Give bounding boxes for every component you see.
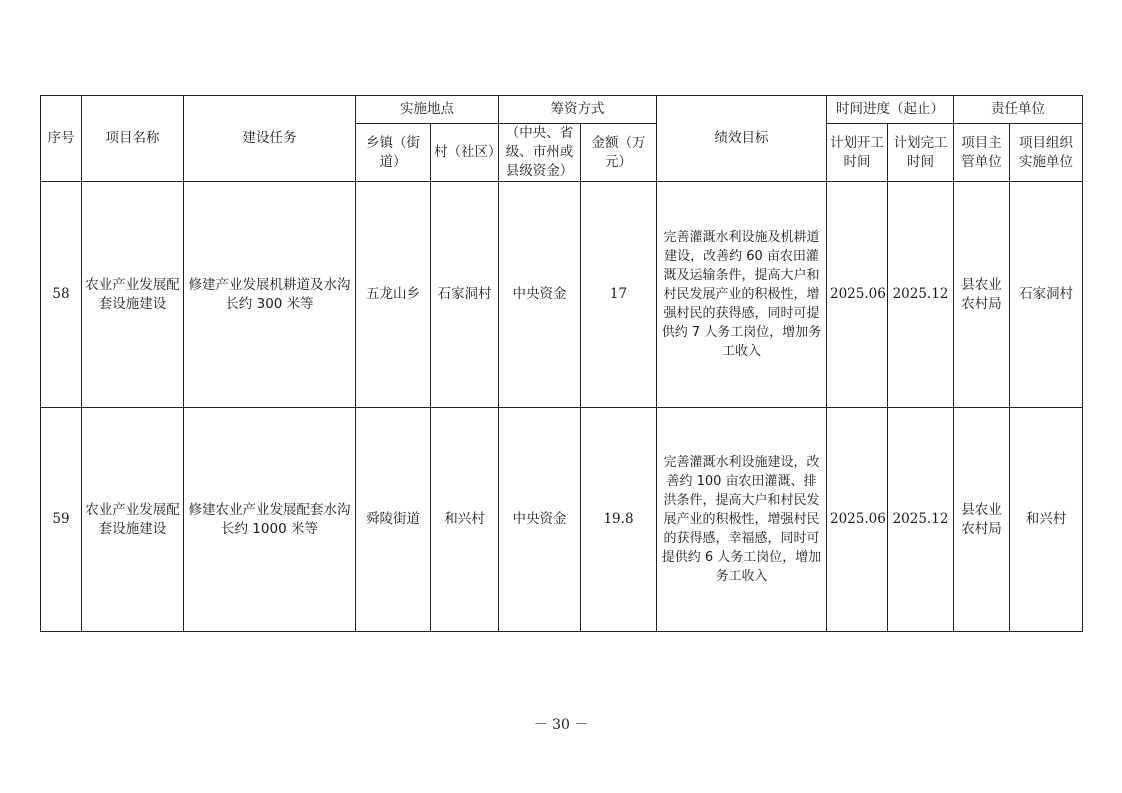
cell-end: 2025.12 [888, 408, 954, 632]
cell-seq: 58 [41, 182, 82, 408]
cell-end: 2025.12 [888, 182, 954, 408]
cell-supervisor: 县农业农村局 [954, 408, 1010, 632]
cell-start: 2025.06 [827, 408, 888, 632]
page-number: － 30 － [533, 717, 589, 733]
header-village: 村（社区） [431, 124, 499, 182]
header-resp-group: 责任单位 [954, 96, 1083, 124]
cell-town: 五龙山乡 [356, 182, 431, 408]
header-seq: 序号 [41, 96, 82, 182]
header-project-name: 项目名称 [82, 96, 184, 182]
cell-village: 石家洞村 [431, 182, 499, 408]
header-funding-group: 筹资方式 [499, 96, 657, 124]
cell-implementer: 石家洞村 [1010, 182, 1083, 408]
cell-town: 舜陵街道 [356, 408, 431, 632]
header-end: 计划完工时间 [888, 124, 954, 182]
header-task: 建设任务 [184, 96, 356, 182]
header-goal: 绩效目标 [657, 96, 827, 182]
header-implementer: 项目组织实施单位 [1010, 124, 1083, 182]
cell-source: 中央资金 [499, 182, 581, 408]
header-source: （中央、省级、市州或县级资金） [499, 124, 581, 182]
header-start: 计划开工时间 [827, 124, 888, 182]
header-amount: 金额（万元） [581, 124, 657, 182]
header-supervisor: 项目主管单位 [954, 124, 1010, 182]
project-table [40, 95, 1083, 632]
cell-goal: 完善灌溉水利设施建设，改善约 100 亩农田灌溉、排洪条件，提高大户和村民发展产业的积极性，增强村民的获得感，幸福感，同时可提供约 6 人务工岗位，增加务工收入 [657, 408, 827, 632]
cell-source: 中央资金 [499, 408, 581, 632]
cell-project-name: 农业产业发展配套设施建设 [82, 408, 184, 632]
cell-task: 修建农业产业发展配套水沟长约 1000 米等 [184, 408, 356, 632]
cell-task: 修建产业发展机耕道及水沟长约 300 米等 [184, 182, 356, 408]
cell-seq: 59 [41, 408, 82, 632]
header-schedule-group: 时间进度（起止） [827, 96, 954, 124]
cell-start: 2025.06 [827, 182, 888, 408]
cell-amount: 19.8 [581, 408, 657, 632]
cell-goal: 完善灌溉水利设施及机耕道建设，改善约 60 亩农田灌溉及运输条件，提高大户和村民发展产业的积极性，增强村民的获得感，同时可提供约 7 人务工岗位，增加务工收入 [657, 182, 827, 408]
header-location-group: 实施地点 [356, 96, 499, 124]
cell-project-name: 农业产业发展配套设施建设 [82, 182, 184, 408]
table-row [41, 408, 1083, 632]
table-row [41, 182, 1083, 408]
cell-implementer: 和兴村 [1010, 408, 1083, 632]
cell-supervisor: 县农业农村局 [954, 182, 1010, 408]
header-town: 乡镇（街道） [356, 124, 431, 182]
cell-village: 和兴村 [431, 408, 499, 632]
cell-amount: 17 [581, 182, 657, 408]
